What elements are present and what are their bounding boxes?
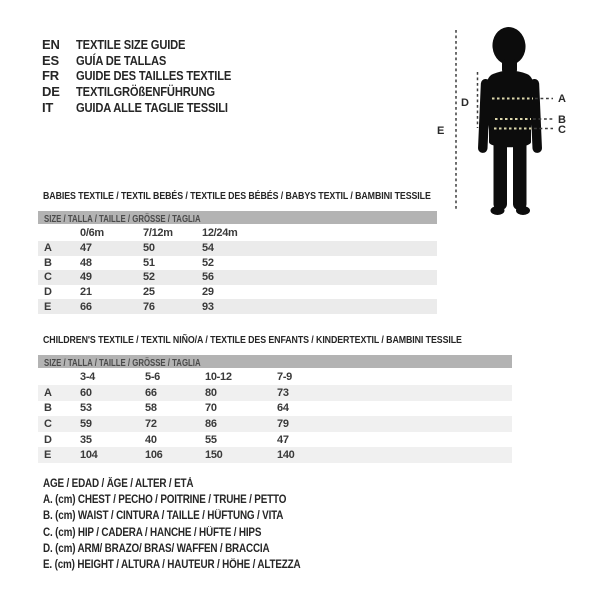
legend-line-text: A. (cm) CHEST / PECHO / POITRINE / TRUHE / PETTO [43, 494, 287, 507]
row-label: D [44, 433, 52, 446]
table-row [38, 299, 437, 314]
cell-value: 70 [205, 402, 217, 415]
language-title: TEXTILE SIZE GUIDE [76, 37, 186, 53]
cell-value: 47 [80, 242, 92, 255]
table-row [38, 416, 512, 432]
cell-value: 35 [80, 433, 92, 446]
language-row [42, 84, 256, 100]
cell-value: 66 [80, 300, 92, 313]
language-row [42, 68, 256, 84]
legend-line [43, 541, 342, 557]
children-section-title [43, 334, 542, 346]
babies-section-title [43, 190, 505, 202]
table-column-headers [38, 368, 512, 385]
cell-value: 60 [80, 386, 92, 399]
cell-value: 80 [205, 386, 217, 399]
column-header: 5-6 [145, 370, 160, 383]
cell-value: 104 [80, 449, 98, 462]
legend-line [43, 508, 342, 524]
children-size-header-bar [38, 355, 512, 368]
language-title: TEXTILGRÖßENFÜHRUNG [76, 84, 215, 100]
legend-line-text: B. (cm) WAIST / CINTURA / TAILLE / HÜFTUNG / VITA [43, 510, 284, 523]
cell-value: 47 [277, 433, 289, 446]
table-row [38, 285, 437, 300]
babies-size-header-text: SIZE / TALLA / TAILLE / GRÖSSE / TAGLIA [44, 214, 201, 225]
children-table [38, 355, 512, 463]
children-table-body [38, 368, 512, 463]
row-label: A [44, 242, 52, 255]
table-row [38, 447, 512, 463]
language-code: FR [42, 68, 59, 84]
legend-line-text: C. (cm) HIP / CADERA / HANCHE / HÜFTE / HIPS [43, 526, 262, 539]
table-row [38, 256, 437, 271]
cell-value: 72 [145, 417, 157, 430]
cell-value: 54 [202, 242, 214, 255]
cell-value: 52 [202, 256, 214, 269]
language-code: DE [42, 84, 60, 100]
cell-value: 140 [277, 449, 295, 462]
cell-value: 73 [277, 386, 289, 399]
legend-line [43, 525, 342, 541]
language-code: IT [42, 99, 54, 115]
cell-value: 48 [80, 256, 92, 269]
cell-value: 106 [145, 449, 163, 462]
row-label: D [44, 286, 52, 299]
legend-line-text: D. (cm) ARM/ BRAZO/ BRAS/ WAFFEN / BRACCIA [43, 542, 270, 555]
language-row [42, 53, 256, 69]
language-title: GUIDA ALLE TAGLIE TESSILI [76, 99, 228, 115]
cell-value: 79 [277, 417, 289, 430]
measure-label-height: E [437, 125, 445, 137]
column-header: 0/6m [80, 226, 104, 239]
babies-size-header-bar [38, 211, 437, 224]
row-label: B [44, 256, 52, 269]
language-row [42, 37, 256, 53]
cell-value: 150 [205, 449, 223, 462]
cell-value: 59 [80, 417, 92, 430]
language-code: ES [42, 52, 59, 68]
babies-table [38, 211, 437, 314]
legend [43, 476, 342, 573]
row-label: A [44, 386, 52, 399]
measure-label-hip: C [558, 124, 566, 136]
measure-label-waist: B [558, 114, 566, 126]
legend-line [43, 492, 342, 508]
cell-value: 49 [80, 271, 92, 284]
table-row [38, 432, 512, 448]
cell-value: 29 [202, 286, 214, 299]
cell-value: 50 [143, 242, 155, 255]
legend-line [43, 557, 342, 573]
column-header: 7/12m [143, 226, 173, 239]
cell-value: 76 [143, 300, 155, 313]
language-title: GUIDE DES TAILLES TEXTILE [76, 68, 232, 84]
language-row [42, 99, 256, 115]
child-silhouette-icon [478, 25, 542, 215]
table-row [38, 385, 512, 401]
table-column-headers [38, 224, 437, 241]
row-label: E [44, 449, 52, 462]
measure-label-arm: D [461, 97, 469, 109]
children-section-title-text: CHILDREN'S TEXTILE / TEXTIL NIÑO/A / TEXTILE DES ENFANTS / KINDERTEXTIL / BAMBINI TESSILE [43, 334, 462, 346]
cell-value: 58 [145, 402, 157, 415]
column-header: 12/24m [202, 226, 238, 239]
measure-label-chest: A [558, 93, 566, 105]
cell-value: 93 [202, 300, 214, 313]
column-header: 7-9 [277, 370, 292, 383]
column-header: 10-12 [205, 370, 232, 383]
cell-value: 52 [143, 271, 155, 284]
row-label: C [44, 417, 52, 430]
row-label: C [44, 271, 52, 284]
column-header: 3-4 [80, 370, 95, 383]
table-row [38, 270, 437, 285]
cell-value: 40 [145, 433, 157, 446]
table-row [38, 241, 437, 256]
language-title: GUÍA DE TALLAS [76, 52, 167, 68]
language-list [42, 37, 256, 115]
legend-line-text: E. (cm) HEIGHT / ALTURA / HAUTEUR / HÖHE / ALTEZZA [43, 559, 301, 572]
cell-value: 55 [205, 433, 217, 446]
children-size-header-text: SIZE / TALLA / TAILLE / GRÖSSE / TAGLIA [44, 358, 201, 369]
cell-value: 53 [80, 402, 92, 415]
row-label: B [44, 402, 52, 415]
babies-table-body [38, 224, 437, 314]
row-label: E [44, 300, 52, 313]
babies-section-title-text: BABIES TEXTILE / TEXTIL BEBÉS / TEXTILE DES BÉBÉS / BABYS TEXTIL / BAMBINI TESSILE [43, 190, 431, 202]
cell-value: 66 [145, 386, 157, 399]
legend-age-line [43, 476, 342, 492]
cell-value: 56 [202, 271, 214, 284]
cell-value: 25 [143, 286, 155, 299]
legend-age-line-text: AGE / EDAD / ÂGE / ALTER / ETÀ [43, 478, 194, 490]
cell-value: 51 [143, 256, 155, 269]
table-row [38, 401, 512, 417]
cell-value: 21 [80, 286, 92, 299]
cell-value: 86 [205, 417, 217, 430]
language-code: EN [42, 37, 60, 53]
cell-value: 64 [277, 402, 289, 415]
